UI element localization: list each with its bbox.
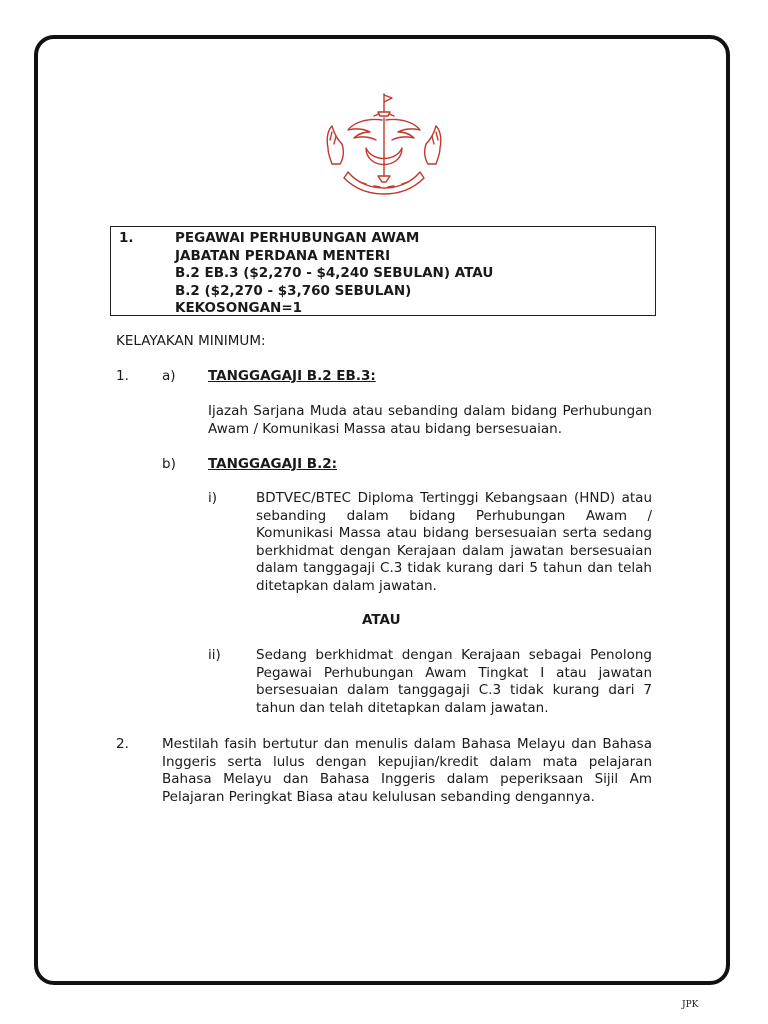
item-1b-ii-marker: ii) <box>208 647 221 663</box>
item-1b-title: TANGGAGAJI B.2: <box>208 456 338 472</box>
brunei-crest-emblem <box>322 92 446 196</box>
section-heading: KELAYAKAN MINIMUM: <box>116 333 266 349</box>
item-1b-i-marker: i) <box>208 490 218 506</box>
footer-code: JPK <box>682 1000 699 1010</box>
item-1b-marker: b) <box>162 456 176 472</box>
position-number: 1. <box>119 230 134 246</box>
position-title: PEGAWAI PERHUBUNGAN AWAM <box>175 230 420 246</box>
vacancy-count: KEKOSONGAN=1 <box>175 300 303 317</box>
item-1a-text: Ijazah Sarjana Muda atau sebanding dalam bidang Perhubungan Awam / Komunikasi Massa atau bidang bersesuaian. <box>208 403 652 437</box>
item-1b-ii-text: Sedang berkhidmat dengan Kerajaan sebagai Penolong Pegawai Perhubungan Awam Tingkat I atau jawatan bersesuaian dalam tanggagaji C.3 tidak kurang dari 7 tahun dan telah ditetapkan dalam jawatan. <box>256 647 652 716</box>
salary-scale-eb3: B.2 EB.3 ($2,270 - $4,240 SEBULAN) ATAU <box>175 265 494 282</box>
salary-scale-b2: B.2 ($2,270 - $3,760 SEBULAN) <box>175 282 412 299</box>
item-1b-i-text: BDTVEC/BTEC Diploma Tertinggi Kebangsaan (HND) atau sebanding dalam bidang Perhubungan Awam / Komunikasi Massa atau bidang bersesuaian serta sedang berkhidmat dengan Kerajaan dalam jawatan bersesuaian dalam tanggagaji C.3 tidak kurang dari 5 tahun dan telah ditetapkan dalam jawatan. <box>256 490 652 594</box>
department-name: JABATAN PERDANA MENTERI <box>175 247 391 264</box>
item-1-number: 1. <box>116 368 129 384</box>
item-1a-title: TANGGAGAJI B.2 EB.3: <box>208 368 376 384</box>
item-1a-marker: a) <box>162 368 176 384</box>
position-title-box <box>110 226 656 316</box>
or-label: ATAU <box>362 612 401 628</box>
item-2-text: Mestilah fasih bertutur dan menulis dalam Bahasa Melayu dan Bahasa Inggeris serta lulus dengan kepujian/kredit dalam mata pelajaran Bahasa Melayu dan Bahasa Inggeris dalam peperiksaan Sijil Am Pelajaran Peringkat Biasa atau kelulusan sebanding dengannya. <box>162 736 652 805</box>
item-2-number: 2. <box>116 736 129 752</box>
